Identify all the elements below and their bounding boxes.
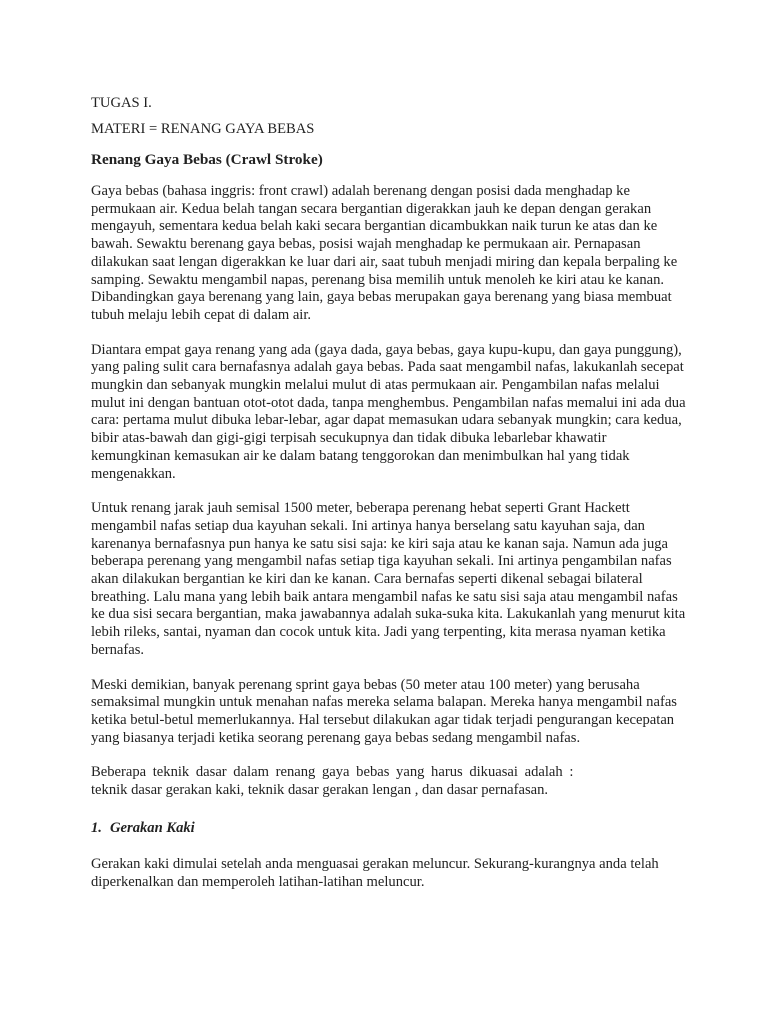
document-title: Renang Gaya Bebas (Crawl Stroke) [91, 151, 323, 168]
paragraph-sprint: Meski demikian, banyak perenang sprint gaya bebas (50 meter atau 100 meter) yang berusaha semaksimal mungkin untuk menahan nafas mereka selama balapan. Mereka hanya mengambil nafas ketika betul-betul memerlukannya. Hal tersebut dilakukan agar tidak terjadi pengurangan kecepatan yang biasanya terjadi ketika seorang perenang gaya bebas sedang mengambil nafas. [91, 676, 677, 746]
paragraph-front-crawl-intro: Gaya bebas (bahasa inggris: front crawl) adalah berenang dengan posisi dada menghadap ke permukaan air. Kedua belah tangan secara bergantian digerakkan jauh ke depan dengan gerakan mengayuh, sementara kedua belah kaki secara bergantian dicambukkan naik turun ke atas dan ke bawah. Sewaktu berenang gaya bebas, posisi wajah menghadap ke permukaan air. Pernapasan dilakukan saat lengan digerakkan ke luar dari air, saat tubuh menjadi miring dan kepala berpaling ke samping. Sewaktu mengambil napas, perenang bisa memilih untuk menoleh ke kiri atau ke kanan. Dibandingkan gaya berenang yang lain, gaya bebas merupakan gaya berenang yang biasa membuat tubuh melaju lebih cepat di dalam air. [91, 183, 678, 323]
techniques-list: teknik dasar gerakan kaki, teknik dasar gerakan lengan , dan dasar pernafasan. [91, 782, 549, 799]
section-number: 1. [91, 819, 102, 836]
techniques-block [91, 764, 688, 799]
paragraph-breathing: Diantara empat gaya renang yang ada (gaya dada, gaya bebas, gaya kupu-kupu, dan gaya punggung), yang paling sulit cara bernafasnya adalah gaya bebas. Pada saat mengambil nafas, lakukanlah secepat mungkin dan sebanyak mungkin melalui mulut di atas permukaan air. Pengambilan nafas melalui mulut ini dengan bantuan otot-otot dada, tanpa menghembus. Pengambilan nafas memalui ini ada dua cara: pertama mulut dibuka lebar-lebar, agar dapat memasukan udara sebanyak mungkin; cara kedua, bibir atas-bawah dan gigi-gigi terpisah secukupnya dan tidak dibuka lebarlebar khawatir kemungkinan kemasukan air ke dalam batang tenggorokan dan menimbulkan hal yang tidak mengenakkan. [91, 341, 686, 482]
task-label: TUGAS I. [91, 95, 152, 111]
paragraph-long-distance: Untuk renang jarak jauh semisal 1500 meter, beberapa perenang hebat seperti Grant Hackett mengambil nafas setiap dua kayuhan sekali. Ini artinya hanya berselang satu kayuhan saja, dan karenanya bernafasnya pun hanya ke satu sisi saja: ke kiri saja atau ke kanan saja. Namun ada juga beberapa perenang yang mengambil nafas setiap tiga kayuhan sekali. Ini artinya pengambilan nafas akan dilakukan bergantian ke kiri dan ke kanan. Cara bernafas seperti dikenal sebagai bilateral breathing. Lalu mana yang lebih baik antara mengambil nafas ke satu sisi saja atau mengambil nafas ke dua sisi secara bergantian, maka jawabannya adalah suka-suka kita. Lakukanlah yang menurut kita lebih rileks, santai, nyaman dan cocok untuk kita. Jadi yang terpenting, kita merasa nyaman ketika bernafas. [91, 500, 686, 658]
techniques-intro: Beberapa teknik dasar dalam renang gaya bebas yang harus dikuasai adalah : [91, 764, 574, 781]
material-label: MATERI = RENANG GAYA BEBAS [91, 121, 315, 137]
section-heading-gerakan-kaki [91, 819, 688, 837]
paragraph-gerakan-kaki: Gerakan kaki dimulai setelah anda menguasai gerakan meluncur. Sekurang-kurangnya anda telah diperkenalkan dan memperoleh latihan-latihan meluncur. [91, 855, 659, 890]
section-title: Gerakan Kaki [110, 819, 195, 836]
